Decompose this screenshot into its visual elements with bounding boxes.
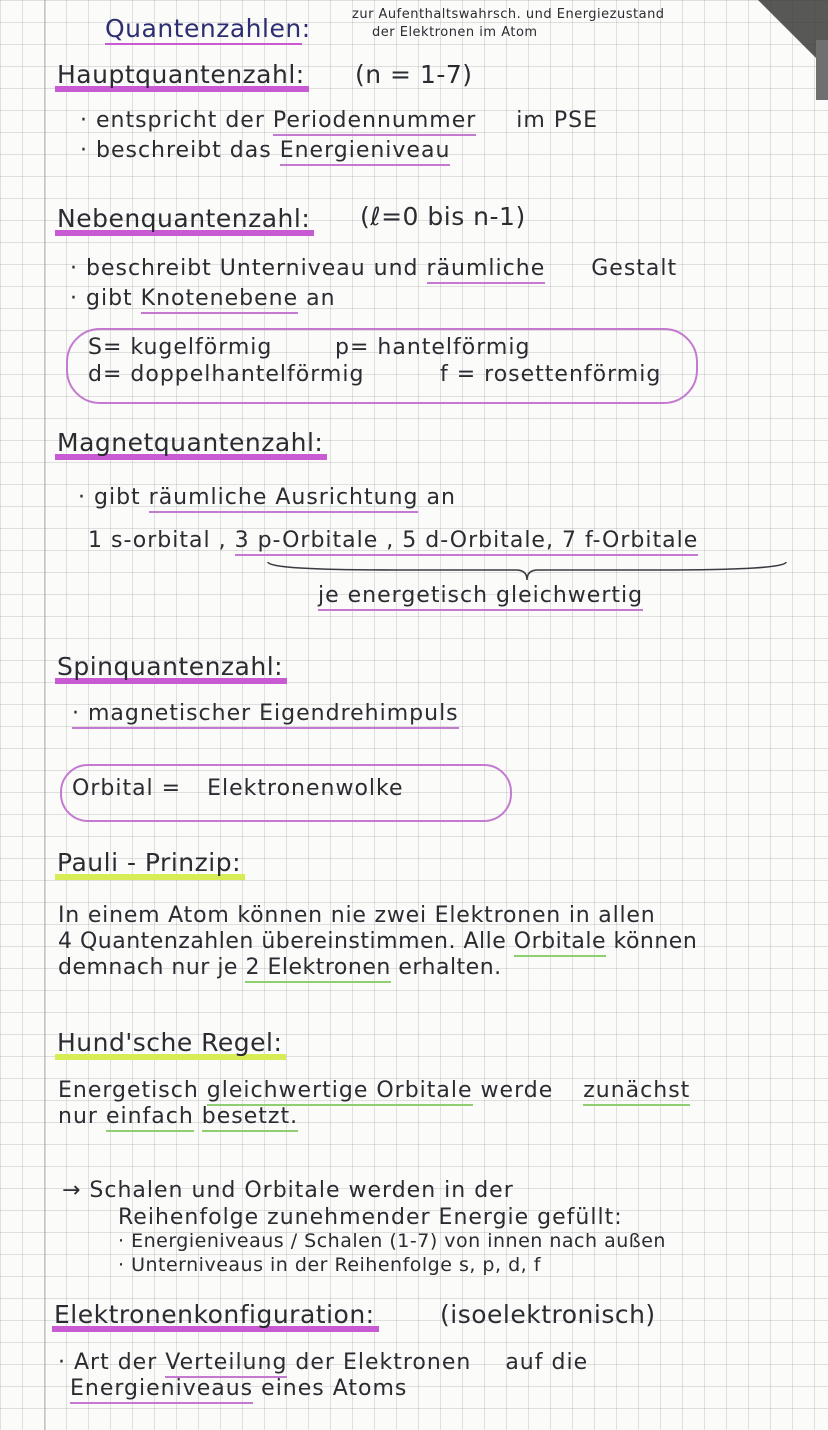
config-heading: Elektronenkonfiguration: <box>52 1302 379 1327</box>
haupt-line2: · beschreibt das Energieniveau <box>80 140 450 162</box>
fill-line2: Reihenfolge zunehmender Energie gefüllt: <box>118 1205 623 1230</box>
pauli-heading: Pauli - Prinzip: <box>55 850 245 875</box>
neben-line2: · gibt Knotenebene an <box>70 288 336 310</box>
hund-line1: Energetisch gleichwertige Orbitale werde zunächst <box>58 1080 690 1102</box>
title-note-line2: der Elektronen im Atom <box>372 25 538 40</box>
config-line1: · Art der Verteilung der Elektronen auf die <box>58 1352 588 1374</box>
haupt-line1: · entspricht der Periodennummer im PSE <box>80 110 598 132</box>
title-heading: Quantenzahlen: <box>105 14 311 43</box>
title-note-line1: zur Aufenthaltswahrsch. und Energiezustand <box>352 7 665 22</box>
magnet-note: je energetisch gleichwertig <box>318 585 643 607</box>
magnet-orbitals: 1 s-orbital , 3 p-Orbitale , 5 d-Orbitale, 7 f-Orbitale <box>88 530 698 552</box>
neben-range: (ℓ=0 bis n-1) <box>360 202 526 231</box>
haupt-heading: Hauptquantenzahl: <box>55 62 309 87</box>
pauli-line1: In einem Atom können nie zwei Elektronen in allen <box>58 903 656 928</box>
hund-line2: nur einfach besetzt. <box>58 1106 298 1128</box>
spin-heading: Spinquantenzahl: <box>55 654 287 679</box>
page-corner-edge <box>816 40 828 100</box>
magnet-heading: Magnetquantenzahl: <box>55 430 327 455</box>
fill-line4: · Unterniveaus in der Reihenfolge s, p, d, f <box>118 1254 541 1276</box>
pauli-line2: 4 Quantenzahlen übereinstimmen. Alle Orbitale können <box>58 931 697 953</box>
neben-line1: · beschreibt Unterniveau und räumliche Gestalt <box>70 258 677 280</box>
equivalence-brace <box>266 560 788 582</box>
page-margin-line <box>44 0 46 1430</box>
neben-heading: Nebenquantenzahl: <box>55 206 314 231</box>
pauli-line3: demnach nur je 2 Elektronen erhalten. <box>58 957 502 979</box>
haupt-range: (n = 1-7) <box>355 60 473 89</box>
config-line2: Energieniveaus eines Atoms <box>70 1378 407 1400</box>
shape-f: f = rosettenförmig <box>440 362 662 387</box>
shape-s: S= kugelförmig <box>88 335 273 360</box>
spin-line1: · magnetischer Eigendrehimpuls <box>72 703 459 725</box>
hund-heading: Hund'sche Regel: <box>55 1030 286 1055</box>
shape-p: p= hantelförmig <box>335 335 531 360</box>
magnet-line1: · gibt räumliche Ausrichtung an <box>78 487 456 509</box>
orbital-definition: Orbital = Elektronenwolke <box>72 776 404 801</box>
shape-d: d= doppelhantelförmig <box>88 362 365 387</box>
config-paren: (isoelektronisch) <box>440 1300 656 1329</box>
fill-line1: → Schalen und Orbitale werden in der <box>62 1178 514 1203</box>
fill-line3: · Energieniveaus / Schalen (1-7) von innen nach außen <box>118 1230 666 1252</box>
